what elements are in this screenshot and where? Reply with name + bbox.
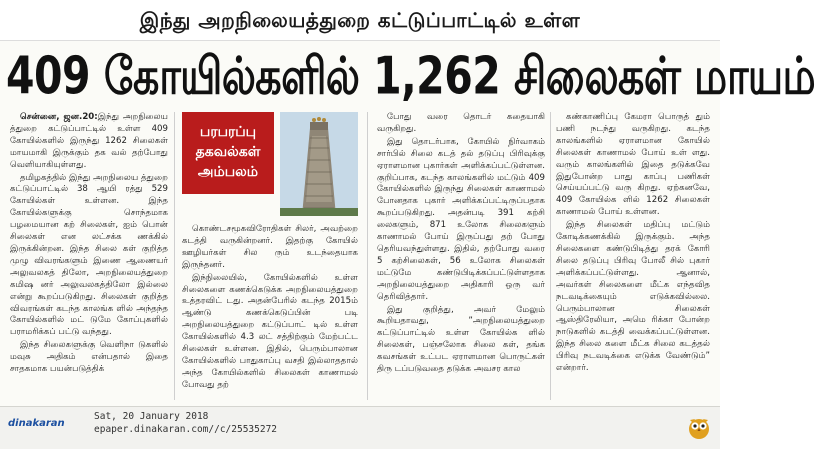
temple-gopuram-photo <box>280 112 358 216</box>
paragraph <box>182 224 358 272</box>
kicker-bar <box>0 0 720 41</box>
article-body <box>10 112 710 400</box>
paragraph-text: இந்து அறநிலைய த்துறை கட்டுப்பாட்டில் உள்ள 409 கோயில்களில் இருந்து 1262 சிலைகள் மாயமாகி இருக்கும் தக வல் தற்போது வெளியாகியுள்ளது. <box>10 112 168 170</box>
feature-label-line: தகவல்கள் <box>195 144 261 160</box>
epaper-meta <box>94 410 277 436</box>
feature-label-line: அம்பலம் <box>197 164 259 180</box>
temple-gopuram-image <box>280 112 358 216</box>
paragraph-text: கண்காணிப்பு கேமரா பொருத் தும் பணி நடந்து வருகிறது. கடந்த காலங்களில் ஏராளமான கோயில் சிலைகள் காணாமல் போய் உள் ளது. வரும் காலங்களில் இதை தடுக்கவே இதுபோன்ற பாது காப்பு பணிகள் செய்யப்பட்டு வரு கிறது. ஏற்கனவே, 409 கோயில்க ளில் 1262 சிலைகள் காணாமல் போய் உள்ளன. <box>556 112 710 218</box>
owl-icon <box>686 414 712 440</box>
column-divider <box>174 112 175 400</box>
paragraph <box>182 273 358 392</box>
dateline: சென்னை, ஜன.20: <box>20 112 98 122</box>
paragraph <box>377 305 545 376</box>
kicker-text: இந்து அறநிலையத்துறை கட்டுப்பாட்டில் உள்ள <box>139 8 581 32</box>
paragraph-text: போது வரை தொடர் கதையாகி வருகிறது. <box>377 112 545 134</box>
paragraph <box>10 340 168 376</box>
paragraph <box>10 112 168 172</box>
paragraph-text: இந்த சிலைகளுக்கு வெளிநா டுகளில் மவுசு அதிகம் என்பதால் இதை சாதகமாக பயன்படுத்திக் <box>10 340 168 375</box>
headline: 409 கோயில்களில் 1,262 சிலைகள் மாயம் <box>6 46 815 106</box>
paragraph-text: இந்நிலையில், கோயில்களில் உள்ள சிலைகளை கணக்கெடுக்க அறநிலையத்துறை உத்தரவிட் டது. அதன்பேரில் கடந்த 2015ம் ஆண்டு கணக்கெடுப்பின் படி அறநிலையத்துறை கட்டுப்பாட் டில் உள்ள கோயில்களில் 4.3 லட் சத்திற்கும் மேற்பட்ட சிலைகள் உள்ளன. இதில், பெரும்பாலான கோயில்களில் பாதுகாப்பு வசதி இல்லாததால் அந்த கோயில்களில் சிலைகள் காணாமல் போவது தற் <box>182 272 358 390</box>
column-divider <box>550 112 551 400</box>
article-column-4 <box>556 112 710 400</box>
paragraph-text: இது குறித்து, அவர் மேலும் கூறியதாவது, ”அறநிலையத்துறை கட்டுப்பாட்டில் உள்ள கோயில்க ளில் சிலைகள், பஞ்சலோக சிலை கள், தங்க கவசங்கள் உட்பட ஏராளமான பொருட்கள் திரு டப்படுவதை தடுக்க அவசர கால <box>377 304 545 375</box>
paragraph-text: இந்த சிலைகள் மதிப்பு மட்டும் கோடிக்கணக்கில் இருக்கும். அந்த சிலைகளை கண்டுபிடித்து தரக் கோரி சிலை தடுப்பு பிரிவு போலீ சில் புகார் அளிக்கப்பட்டுள்ளது. ஆனால், அவர்கள் சிலைகளை மீட்க எந்தவித நடவடிக்கையும் எடுக்கவில்லை. பெரும்பாலான சிலைகள் ஆஸ்திரேலியா, அமெ ரிக்கா போன்ற நாடுகளில் கடத்தி வைக்கப்பட்டுள்ளன. இந்த சிலை களை மீட்க சிலை கடத்தல் பிரிவு நடவடிக்கை எடுக்க வேண்டும்” என்றார். <box>556 220 710 374</box>
paragraph-text: தமிழகத்தில் இந்து அறநிலைய த்துறை கட்டுப்பாட்டில் 38 ஆயி ரத்து 529 கோயில்கள் உள்ளன. இந்த கோயில்களுக்கு சொந்தமாக பழமையான கற் சிலைகள், ஐம் பொன் சிலைகள் என லட்சக்க ணக்கில் இருக்கின்றன. இந்த சிலை கள் குறித்த முழு விவரங்களும் இணை ஆணையர் அலுவலகத் திலோ, அறநிலையத்துறை கமிஷ னர் அலுவலகத்திலோ இல்லை என்று கூறப்படுகிறது. சிலைகள் குறித்த விவரங்கள் கடந்த காலங்க ளில் அந்தந்த கோயில்களில் மட் டுமே கோப்புகளில் பராமரிக்கப் பட்டு வந்தது. <box>10 172 168 338</box>
paragraph <box>556 112 710 219</box>
paragraph <box>556 220 710 375</box>
epaper-url[interactable]: epaper.dinakaran.com//c/25535272 <box>94 424 278 435</box>
article-column-3 <box>377 112 545 400</box>
paragraph <box>10 173 168 340</box>
article-column-1 <box>10 112 168 400</box>
paragraph-text: கொண்டசமூகவிரோதிகள் சிலர், அவற்றை கடத்தி வருகின்றனர். இதற்கு கோயில் ஊழியர்கள் சில ரும் உடந்தையாக இருந்தனர். <box>182 224 358 270</box>
dinakaran-logo: dinakaran <box>8 418 65 429</box>
article-column-2 <box>182 224 358 400</box>
feature-graphic <box>182 112 358 218</box>
feature-label-box <box>182 112 274 194</box>
paragraph <box>377 112 545 136</box>
paragraph-text: இது தொடர்பாக, கோயில் நிர்வாகம் சார்பில் சிலை கடத் தல் தடுப்பு பிரிவுக்கு ஏராளமான புகார்கள் அளிக்கப்பட்டுள்ளன. குறிப்பாக, கடந்த காலங்களில் மட்டும் 409 கோயில்களில் இருந்து சிலைகள் காணாமல் போனதாக புகார் அளிக்கப்பட்டிருப்பதாக கூறப்படுகிறது. அதன்படி 391 கற்சி லைகளும், 871 உலோக சிலைகளும் காணாமல் போய் இருப்பது தற் போது தெரியவந்துள்ளது. இதில், தற்போது வரை 5 கற்சிலைகள், 56 உலோக சிலைகள் மட்டுமே கண்டுபிடிக்கப்பட்டுள்ளதாக அறநிலையத்துறை அதிகாரி ஒரு வர் தெரிவித்தார். <box>377 136 545 302</box>
feature-label-line: பரபரப்பு <box>199 124 257 140</box>
publication-date: Sat, 20 January 2018 <box>94 411 209 422</box>
paragraph <box>377 137 545 304</box>
column-divider <box>367 112 368 400</box>
